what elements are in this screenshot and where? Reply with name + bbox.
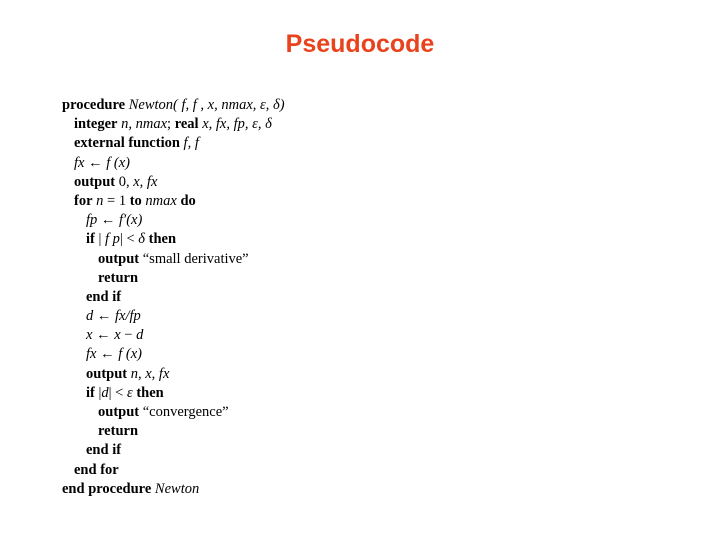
code-line	[62, 288, 285, 307]
code-token: ←	[96, 346, 119, 363]
code-token: x, fx	[133, 173, 158, 190]
code-line	[62, 461, 285, 480]
code-token: procedure	[62, 97, 126, 113]
pseudocode-block	[62, 96, 285, 499]
code-token: fx	[86, 346, 97, 363]
code-line	[62, 134, 285, 153]
code-token: do	[180, 192, 196, 209]
code-token: f p	[105, 231, 120, 248]
code-token: end if	[86, 442, 122, 459]
code-token: n	[96, 192, 104, 209]
code-token: f, f	[183, 135, 199, 152]
code-line	[62, 403, 285, 422]
code-token: output	[98, 250, 140, 267]
code-token: = 1	[103, 192, 130, 209]
code-token: −	[120, 327, 137, 344]
code-token: output	[74, 173, 116, 190]
code-token: ←	[92, 327, 115, 344]
code-token: then	[136, 384, 164, 401]
code-token: if	[86, 384, 95, 401]
code-line	[62, 326, 285, 345]
code-token: x	[114, 327, 121, 344]
code-token: integer	[74, 116, 118, 133]
code-token: ε	[126, 384, 133, 401]
code-token: n, x, fx	[130, 365, 170, 382]
code-token: δ	[138, 231, 146, 248]
code-line	[62, 345, 285, 364]
code-line	[62, 96, 285, 115]
code-line	[62, 115, 285, 134]
code-line	[62, 384, 285, 403]
code-line	[62, 480, 285, 499]
code-token: |	[94, 384, 102, 401]
code-token: if	[86, 231, 95, 248]
code-line	[62, 269, 285, 288]
code-line	[62, 230, 285, 249]
code-token: ;	[167, 116, 175, 133]
code-line	[62, 173, 285, 192]
code-token: real	[174, 116, 199, 133]
code-line	[62, 250, 285, 269]
code-token: Newton( f, f , x, nmax, ε, δ)	[128, 97, 285, 113]
code-line	[62, 307, 285, 326]
code-token: fx/fp	[115, 308, 141, 325]
code-token: return	[98, 269, 139, 286]
code-token: for	[74, 192, 93, 209]
code-token: | <	[108, 384, 127, 401]
code-token: end for	[74, 461, 119, 478]
code-token: Newton	[154, 480, 200, 497]
code-token: ←	[97, 212, 120, 229]
code-token: “convergence”	[139, 404, 229, 420]
code-token: nmax	[145, 192, 177, 209]
code-token: d	[136, 327, 144, 344]
code-token: f (x)	[118, 346, 142, 363]
code-token: external function	[74, 135, 180, 152]
code-token: f′(x)	[119, 212, 143, 229]
code-token: fx	[74, 154, 85, 171]
code-token: ←	[93, 308, 115, 325]
code-token: x	[86, 327, 93, 344]
code-token: fp	[86, 212, 98, 229]
code-token: to	[129, 192, 142, 209]
code-line	[62, 365, 285, 384]
code-token: “small derivative”	[139, 250, 249, 267]
code-token: return	[98, 423, 139, 440]
code-token: 0,	[115, 173, 134, 190]
code-token: n, nmax	[121, 116, 168, 133]
code-token: output	[86, 365, 128, 382]
code-token: output	[98, 404, 140, 420]
code-token: end procedure	[62, 480, 152, 497]
code-token: |	[94, 231, 106, 248]
code-token: f (x)	[106, 154, 130, 171]
code-line	[62, 154, 285, 173]
code-line	[62, 192, 285, 211]
code-token: d	[86, 308, 94, 325]
code-token: end if	[86, 288, 122, 305]
code-token: x, fx, fp, ε, δ	[202, 116, 272, 133]
code-token: | <	[119, 231, 139, 248]
code-line	[62, 211, 285, 230]
code-line	[62, 441, 285, 460]
slide-title: Pseudocode	[285, 30, 435, 58]
code-token: then	[148, 231, 177, 248]
code-token: d	[101, 384, 109, 401]
code-line	[62, 422, 285, 441]
code-token: ←	[84, 154, 107, 171]
